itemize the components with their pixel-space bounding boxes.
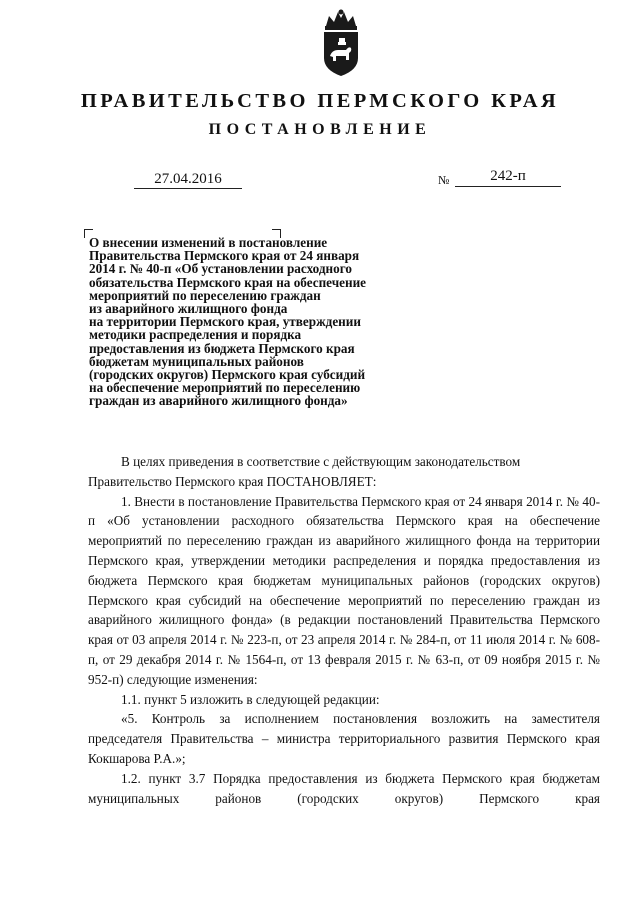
preamble-line-2: Правительство Пермского края ПОСТАНОВЛЯЕТ:	[88, 473, 377, 489]
document-type: ПОСТАНОВЛЕНИЕ	[208, 121, 432, 138]
perm-krai-coat-of-arms-icon	[318, 8, 364, 78]
document-subject	[89, 236, 419, 408]
paragraph-item-1: 1. Внести в постановление Правительства Пермского края от 24 января 2014 г. № 40-п «Об установлении расходного обязательства Пермского края на обеспечение мероприятий по переселению граждан из аварийного жилищного фонда на территории Пермского края, утверждении методики распределения и порядка предоставления из бюджета Пермского края бюджетам муниципальных районов (городских округов) Пермского края субсидий на обеспечение мероприятий по переселению граждан из аварийного жилищного фонда» (в редакции постановлений Правительства Пермского края от 03 апреля 2014 г. № 223-п, от 23 апреля 2014 г. № 284-п, от 11 июля 2014 г. № 608-п, от 29 декабря 2014 г. № 1564-п, от 13 февраля 2015 г. № 63-п, от 09 ноября 2015 г. № 952-п) следующие изменения:	[88, 493, 600, 687]
document-date: 27.04.2016	[134, 170, 242, 189]
subject-line: из аварийного жилищного фонда	[89, 301, 288, 317]
subject-line: бюджетам муниципальных районов	[89, 353, 304, 369]
paragraph-item-1-2: 1.2. пункт 3.7 Порядка предоставления из бюджета Пермского края бюджетам муниципальных районов (городских округов) Пермского края	[88, 770, 600, 806]
subject-line: методики распределения и порядка	[89, 327, 302, 343]
subject-line: Правительства Пермского края от 24 января	[89, 248, 360, 264]
subject-line: на территории Пермского края, утверждении	[89, 314, 361, 330]
paragraph-item-1-1: 1.1. пункт 5 изложить в следующей редакции:	[121, 691, 380, 707]
paragraph-item-1-1-text: «5. Контроль за исполнением постановления возложить на заместителя председателя Правительства – министра территориального развития Пермского края Кокшарова Р.А.»;	[88, 711, 600, 766]
preamble-line-1: В целях приведения в соответствие с действующим законодательством	[121, 454, 521, 469]
document-number: 242-п	[455, 166, 561, 187]
subject-line: (городских округов) Пермского края субсидий	[89, 367, 366, 383]
subject-line: 2014 г. № 40-п «Об установлении расходного	[89, 261, 352, 277]
number-prefix: №	[438, 173, 450, 187]
subject-line: предоставления из бюджета Пермского края	[89, 340, 355, 356]
subject-line: граждан из аварийного жилищного фонда»	[89, 393, 348, 409]
subject-line: обязательства Пермского края на обеспечение	[89, 274, 367, 290]
subject-line: на обеспечение мероприятий по переселению	[89, 380, 361, 396]
subject-line: мероприятий по переселению граждан	[89, 287, 321, 303]
organization-title: ПРАВИТЕЛЬСТВО ПЕРМСКОГО КРАЯ	[80, 90, 560, 112]
subject-line: О внесении изменений в постановление	[89, 235, 328, 250]
document-body	[88, 452, 600, 808]
